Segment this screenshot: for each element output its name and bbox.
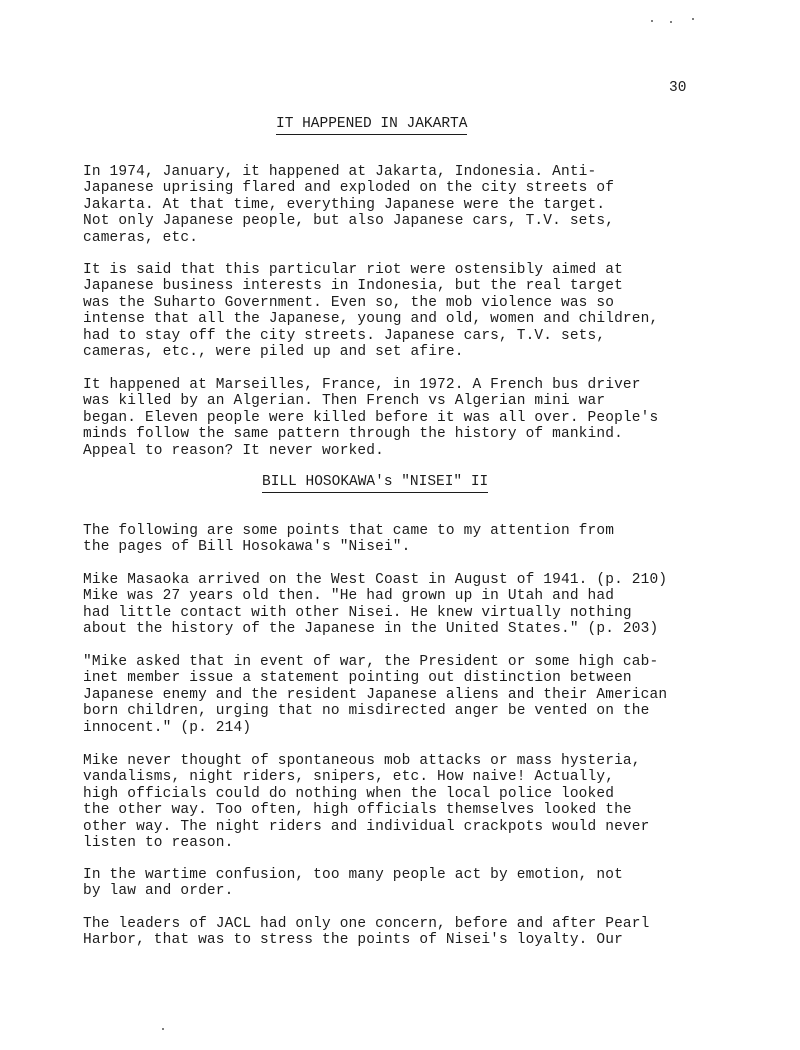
paragraph: Mike never thought of spontaneous mob attacks or mass hysteria, vandalisms, night riders, snipers, etc. How naive! Actually, high officials could do nothing when the local police looked the other way. Too often, high officials themselves looked the other way. The night riders and individual crackpots would never listen to reason. <box>83 753 650 852</box>
scan-speck <box>692 18 694 20</box>
scan-speck <box>162 1028 164 1030</box>
paragraph: In the wartime confusion, too many people act by emotion, not by law and order. <box>83 867 623 900</box>
paragraph: Mike Masaoka arrived on the West Coast in August of 1941. (p. 210) Mike was 27 years old then. "He had grown up in Utah and had had little contact with other Nisei. He knew virtually nothing about the history of the Japanese in the United States." (p. 203) <box>83 572 668 638</box>
paragraph: The following are some points that came to my attention from the pages of Bill Hosokawa's "Nisei". <box>83 523 615 556</box>
scan-speck <box>670 21 672 23</box>
section-title-nisei: BILL HOSOKAWA's "NISEI" II <box>262 474 488 493</box>
paragraph: The leaders of JACL had only one concern, before and after Pearl Harbor, that was to stress the points of Nisei's loyalty. Our <box>83 916 650 949</box>
page-number: 30 <box>669 80 687 96</box>
paragraph: It is said that this particular riot were ostensibly aimed at Japanese business interests in Indonesia, but the real target was the Suharto Government. Even so, the mob violence was so intense that all the Japanese, young and old, women and children, had to stay off the city streets. Japanese cars, T.V. sets, cameras, etc., were piled up and set afire. <box>83 262 659 361</box>
scan-speck <box>651 20 653 22</box>
paragraph: It happened at Marseilles, France, in 1972. A French bus driver was killed by an Algerian. Then French vs Algerian mini war began. Eleven people were killed before it was all over. People's minds follow the same pattern through the history of mankind. Appeal to reason? It never worked. <box>83 377 659 459</box>
paragraph: "Mike asked that in event of war, the President or some high cab- inet member issue a statement pointing out distinction between Japanese enemy and the resident Japanese aliens and their American born children, urging that no misdirected anger be vented on the innocent." (p. 214) <box>83 654 668 736</box>
section-title-jakarta: IT HAPPENED IN JAKARTA <box>276 116 467 135</box>
paragraph: In 1974, January, it happened at Jakarta, Indonesia. Anti- Japanese uprising flared and exploded on the city streets of Jakarta. At that time, everything Japanese were the target. Not only Japanese people, but also Japanese cars, T.V. sets, cameras, etc. <box>83 164 615 246</box>
